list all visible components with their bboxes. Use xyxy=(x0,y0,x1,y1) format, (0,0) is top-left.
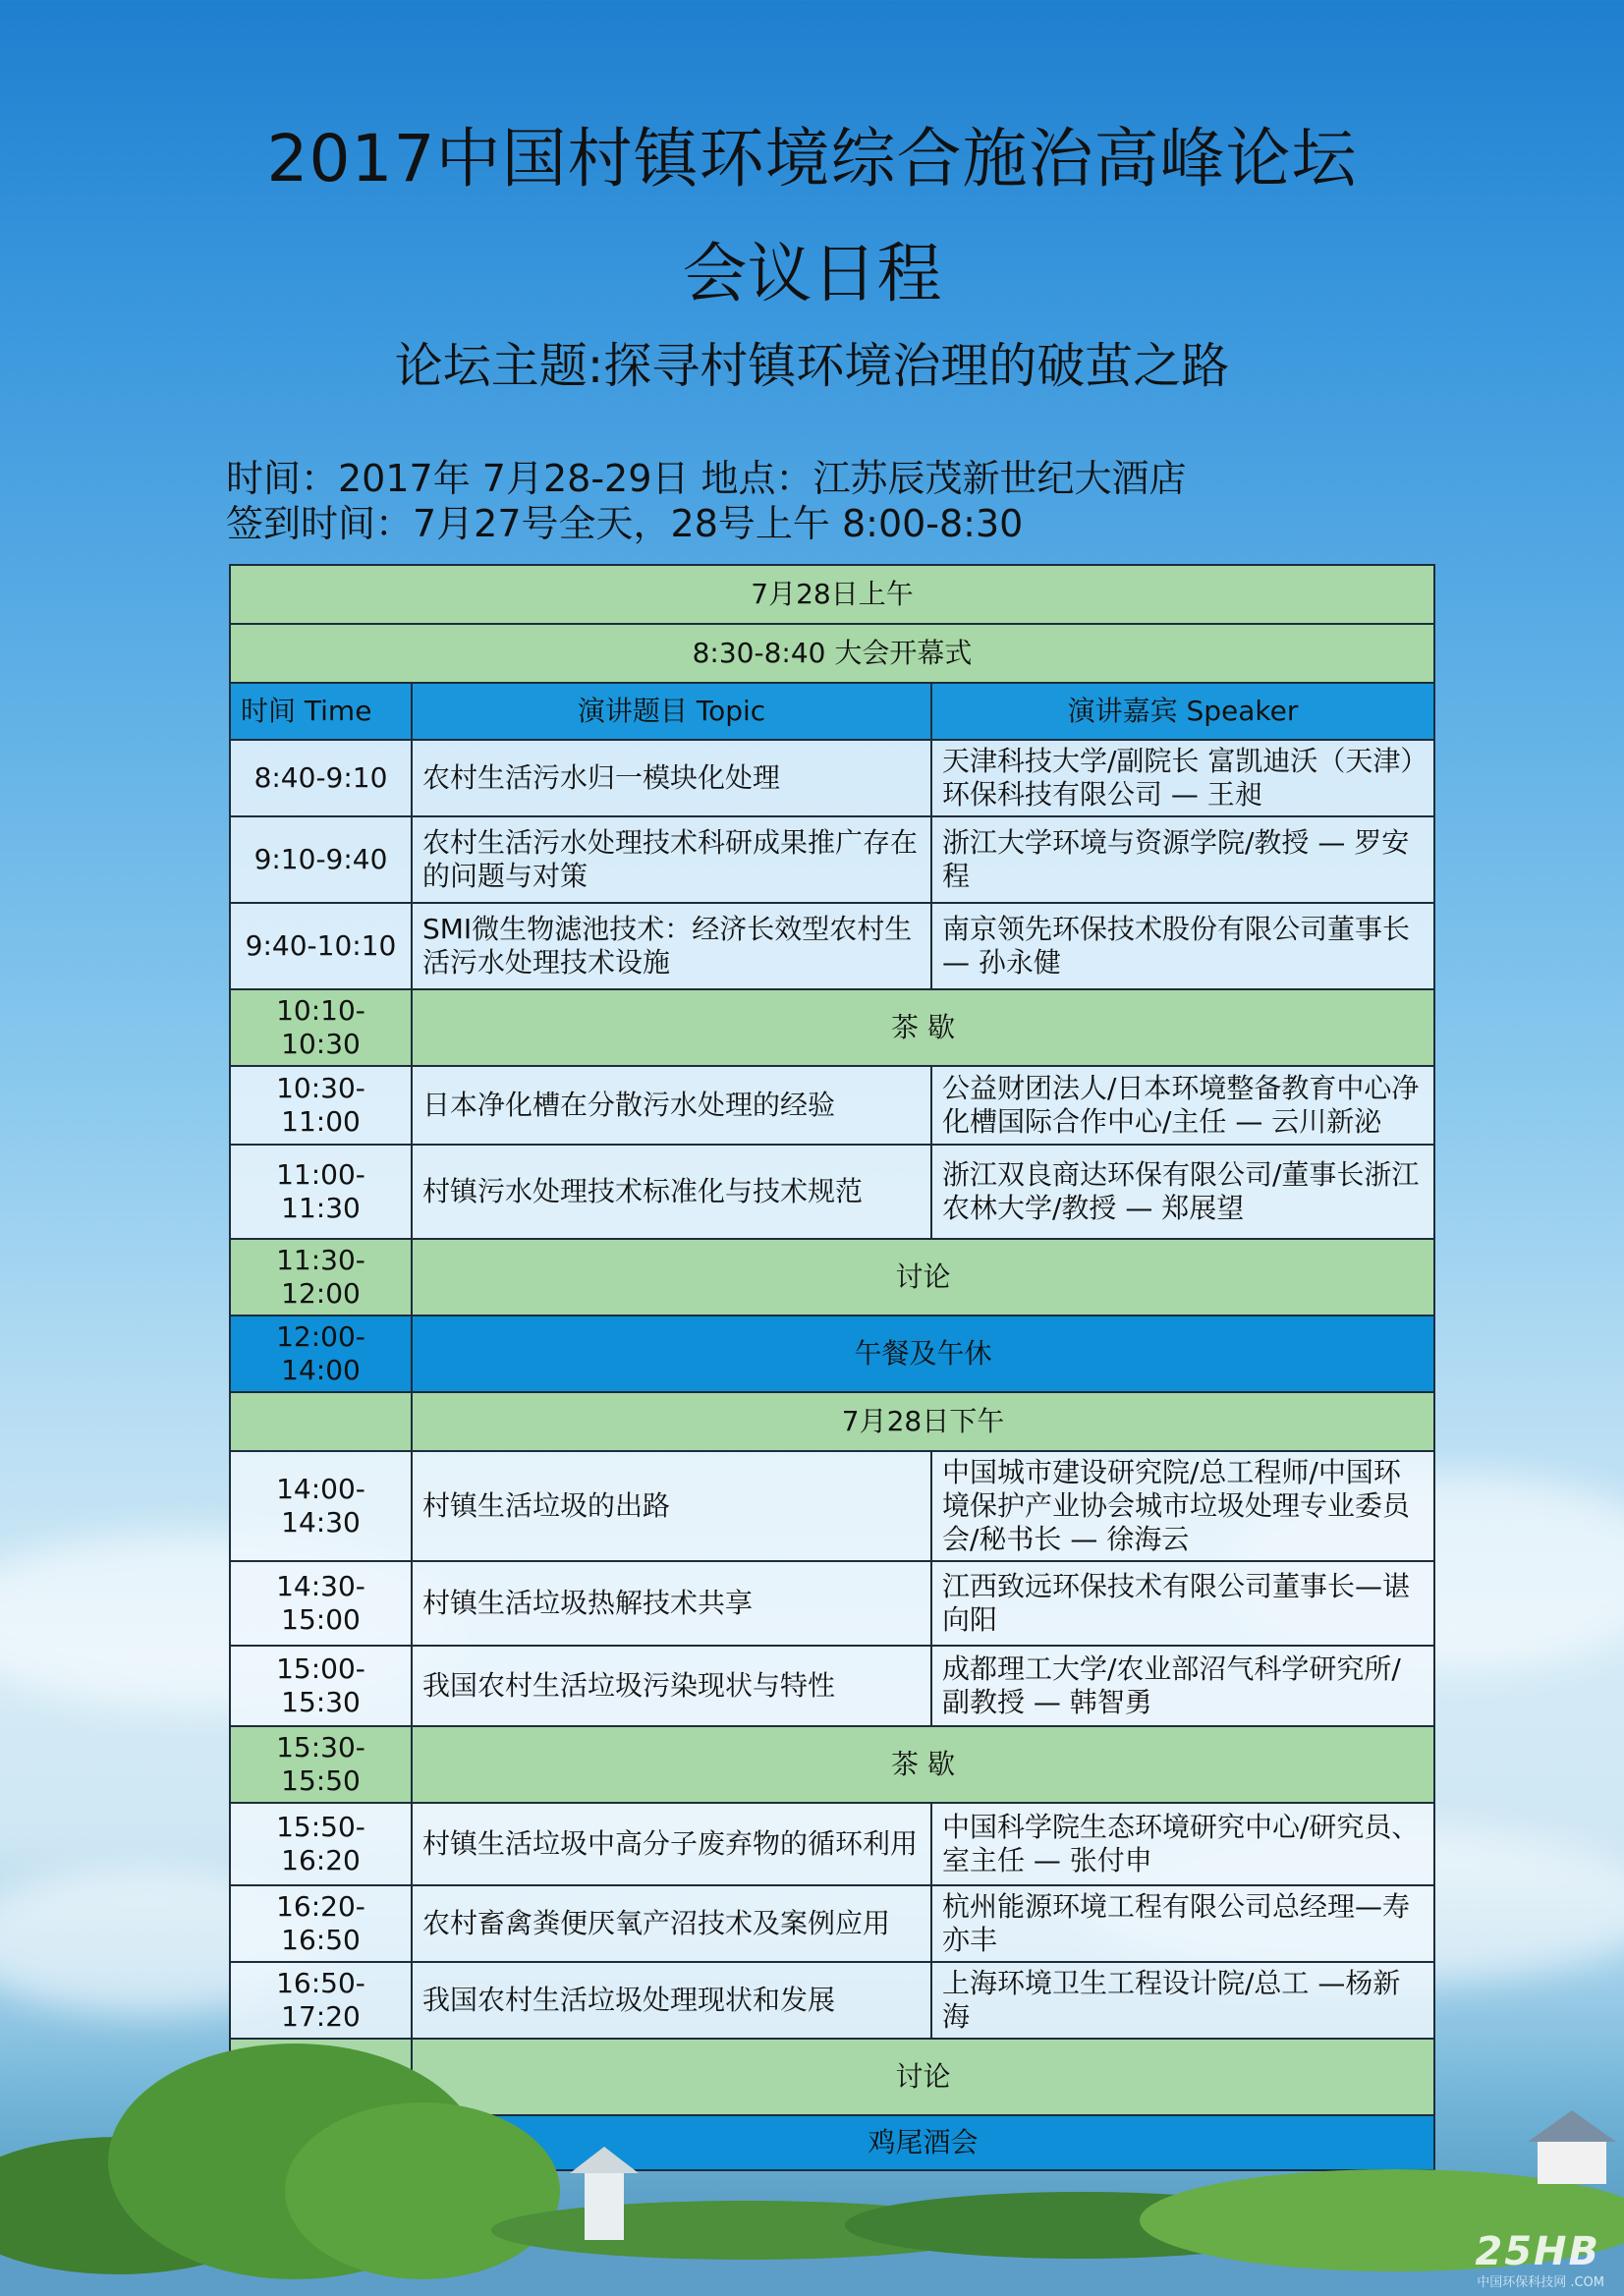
session-topic: 农村畜禽粪便厌氧产沼技术及案例应用 xyxy=(412,1885,931,1962)
table-row xyxy=(230,1066,1434,1145)
table-row xyxy=(230,816,1434,903)
table-row xyxy=(230,903,1434,989)
break-row xyxy=(230,989,1434,1066)
session-speaker: 中国城市建设研究院/总工程师/中国环境保护产业协会城市垃圾处理专业委员会/秘书长 — 徐海云 xyxy=(931,1451,1434,1561)
pavilion xyxy=(585,2171,624,2240)
session-time: 15:50-16:20 xyxy=(230,1803,412,1885)
poster-subtitle: 会议日程 xyxy=(682,236,942,311)
session-time: 8:40-9:10 xyxy=(230,740,412,816)
session-time: 10:30-11:00 xyxy=(230,1066,412,1145)
discussion-time: 11:30-12:00 xyxy=(230,1239,412,1316)
session-topic: 日本净化槽在分散污水处理的经验 xyxy=(412,1066,931,1145)
table-row xyxy=(230,1646,1434,1726)
lunch-label: 午餐及午休 xyxy=(412,1316,1434,1392)
session-topic: 我国农村生活垃圾处理现状和发展 xyxy=(412,1962,931,2039)
morning-header: 7月28日上午 xyxy=(230,565,1434,624)
session-speaker: 浙江双良商达环保有限公司/董事长浙江农林大学/教授 — 郑展望 xyxy=(931,1145,1434,1239)
session-speaker: 成都理工大学/农业部沼气科学研究所/副教授 — 韩智勇 xyxy=(931,1646,1434,1726)
session-time: 16:20-16:50 xyxy=(230,1885,412,1962)
table-row xyxy=(230,1145,1434,1239)
column-header-time: 时间 Time xyxy=(230,683,412,740)
session-topic: SMI微生物滤池技术：经济长效型农村生活污水处理技术设施 xyxy=(412,903,931,989)
time-location: 时间：2017年 7月28-29日 地点：江苏辰茂新世纪大酒店 xyxy=(226,457,1187,500)
session-time: 9:10-9:40 xyxy=(230,816,412,903)
break-row xyxy=(230,1726,1434,1803)
watermark-logo: 25HB xyxy=(1475,2229,1600,2274)
session-speaker: 中国科学院生态环境研究中心/研究员、室主任 — 张付申 xyxy=(931,1803,1434,1885)
session-speaker: 江西致远环保技术有限公司董事长—谌向阳 xyxy=(931,1561,1434,1646)
session-time: 11:00-11:30 xyxy=(230,1145,412,1239)
pavilion-roof xyxy=(570,2147,639,2173)
tree-cluster xyxy=(285,2102,560,2279)
table-row xyxy=(230,740,1434,816)
schedule-table xyxy=(229,564,1435,2171)
session-topic: 我国农村生活垃圾污染现状与特性 xyxy=(412,1646,931,1726)
poster-title: 2017中国村镇环境综合施治高峰论坛 xyxy=(266,121,1358,196)
house xyxy=(1538,2140,1606,2184)
afternoon-header-row xyxy=(230,1392,1434,1451)
afternoon-header: 7月28日下午 xyxy=(412,1392,1434,1451)
house-roof xyxy=(1528,2110,1616,2142)
session-speaker: 南京领先环保技术股份有限公司董事长— 孙永健 xyxy=(931,903,1434,989)
session-time: 15:00-15:30 xyxy=(230,1646,412,1726)
opening-ceremony: 8:30-8:40 大会开幕式 xyxy=(230,624,1434,683)
watermark-text: 中国环保科技网 .COM xyxy=(1477,2275,1604,2290)
session-time: 14:00-14:30 xyxy=(230,1451,412,1561)
session-topic: 村镇生活垃圾热解技术共享 xyxy=(412,1561,931,1646)
session-time: 16:50-17:20 xyxy=(230,1962,412,2039)
session-topic: 农村生活污水归一模块化处理 xyxy=(412,740,931,816)
session-time: 14:30-15:00 xyxy=(230,1561,412,1646)
forum-theme: 论坛主题:探寻村镇环境治理的破茧之路 xyxy=(394,338,1230,394)
table-row xyxy=(230,1885,1434,1962)
cocktail-label: 鸡尾酒会 xyxy=(412,2115,1434,2170)
session-topic: 农村生活污水处理技术科研成果推广存在的问题与对策 xyxy=(412,816,931,903)
checkin-time: 签到时间：7月27号全天，28号上午 8:00-8:30 xyxy=(226,502,1024,545)
tea-break-label: 茶 歇 xyxy=(412,989,1434,1066)
break-time: 10:10-10:30 xyxy=(230,989,412,1066)
session-topic: 村镇生活垃圾的出路 xyxy=(412,1451,931,1561)
break-time: 15:30-15:50 xyxy=(230,1726,412,1803)
discussion-row xyxy=(230,1239,1434,1316)
session-speaker: 天津科技大学/副院长 富凯迪沃（天津）环保科技有限公司 — 王昶 xyxy=(931,740,1434,816)
session-speaker: 浙江大学环境与资源学院/教授 — 罗安程 xyxy=(931,816,1434,903)
landscape-illustration xyxy=(0,2024,1624,2296)
empty-cell xyxy=(230,1392,412,1451)
lunch-row xyxy=(230,1316,1434,1392)
table-row xyxy=(230,1451,1434,1561)
table-row xyxy=(230,1561,1434,1646)
tea-break-label: 茶 歇 xyxy=(412,1726,1434,1803)
session-time: 9:40-10:10 xyxy=(230,903,412,989)
session-topic: 村镇生活垃圾中高分子废弃物的循环利用 xyxy=(412,1803,931,1885)
column-header-topic: 演讲题目 Topic xyxy=(412,683,931,740)
column-header-row xyxy=(230,683,1434,740)
table-row xyxy=(230,1803,1434,1885)
column-header-speaker: 演讲嘉宾 Speaker xyxy=(931,683,1434,740)
session-speaker: 杭州能源环境工程有限公司总经理—寿亦丰 xyxy=(931,1885,1434,1962)
discussion-label: 讨论 xyxy=(412,2039,1434,2115)
discussion-label: 讨论 xyxy=(412,1239,1434,1316)
session-speaker: 公益财团法人/日本环境整备教育中心净化槽国际合作中心/主任 — 云川新泌 xyxy=(931,1066,1434,1145)
session-speaker: 上海环境卫生工程设计院/总工 —杨新海 xyxy=(931,1962,1434,2039)
session-topic: 村镇污水处理技术标准化与技术规范 xyxy=(412,1145,931,1239)
lunch-time: 12:00-14:00 xyxy=(230,1316,412,1392)
